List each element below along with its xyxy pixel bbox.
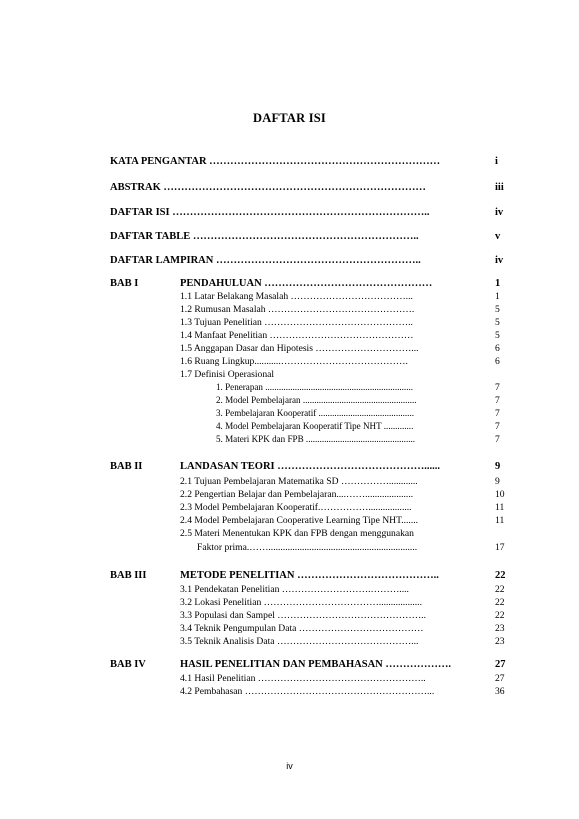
toc-subentry: 1.5 Anggapan Dasar dan Hipotesis …………………………...: [180, 343, 419, 354]
toc-page: 7: [495, 395, 500, 406]
toc-subsubentry: 5. Materi KPK dan FPB ................................................: [216, 434, 416, 444]
toc-subsubentry: 1. Penerapan .................................................................: [216, 382, 414, 392]
toc-subentry: 1.1 Latar Belakang Masalah ………………………………...: [180, 291, 413, 302]
toc-subentry: 2.3 Model Pembelajaran Kooperatif.……………..................: [180, 502, 412, 513]
toc-page: 22: [495, 597, 505, 608]
toc-subentry: 4.2 Pembahasan …………………………………………………...: [180, 686, 435, 697]
toc-subentry: 2.5 Materi Menentukan KPK dan FPB dengan menggunakan: [180, 528, 414, 539]
toc-page: 22: [495, 570, 506, 581]
toc-page: 36: [495, 686, 505, 697]
toc-subentry: 3.3 Populasi dan Sampel ………………………………………..: [180, 610, 426, 621]
toc-page: iv: [495, 207, 504, 218]
toc-page: 11: [495, 502, 505, 513]
toc-page: iv: [495, 255, 504, 266]
toc-page: 6: [495, 343, 500, 354]
toc-subentry: 1.7 Definisi Operasional: [180, 369, 275, 380]
toc-subentry: 3.4 Teknik Pengumpulan Data …………………………………: [180, 623, 424, 634]
toc-subsubentry: 4. Model Pembelajaran Kooperatif Tipe NHT .............: [216, 421, 414, 431]
toc-page: 22: [495, 584, 505, 595]
chapter-title-hasil-penelitian: HASIL PENELITIAN DAN PEMBAHASAN ……………….: [180, 659, 451, 670]
chapter-code-bab-3: BAB III: [110, 570, 147, 581]
toc-subentry: 3.1 Pendekatan Penelitian ……………………….………....: [180, 584, 409, 595]
page-number: iv: [286, 761, 293, 771]
toc-page: 7: [495, 382, 500, 393]
chapter-code-bab-4: BAB IV: [110, 659, 146, 670]
toc-subsubentry: 2. Model Pembelajaran ..................................................: [216, 395, 417, 405]
toc-page: iii: [495, 182, 504, 193]
toc-page: 27: [495, 659, 506, 670]
toc-page: 5: [495, 317, 500, 328]
toc-subentry: 4.1 Hasil Penelitian ……………………………………………..: [180, 673, 426, 684]
toc-entry-kata-pengantar: KATA PENGANTAR …………………………………………………………: [110, 156, 441, 167]
chapter-title-metode-penelitian: METODE PENELITIAN …………………………………..: [180, 570, 439, 581]
toc-page: 6: [495, 356, 500, 367]
toc-subsubentry: 3. Pembelajaran Kooperatif ..........................................: [216, 408, 415, 418]
toc-subentry: 1.4 Manfaat Penelitian ………………………………………: [180, 330, 414, 341]
toc-subentry: 1.3 Tujuan Penelitian ………………………………………..: [180, 317, 413, 328]
toc-page: 27: [495, 673, 505, 684]
toc-page: 11: [495, 515, 505, 526]
toc-page: 5: [495, 330, 500, 341]
toc-page: 9: [495, 476, 500, 487]
document-title: DAFTAR ISI: [253, 111, 326, 125]
toc-subentry: 1.6 Ruang Lingkup...........………………………………….: [180, 356, 408, 367]
chapter-code-bab-2: BAB II: [110, 461, 143, 472]
toc-subentry: 2.1 Tujuan Pembelajaran Matematika SD ……………............: [180, 476, 418, 487]
toc-page: 22: [495, 610, 505, 621]
toc-subentry: 2.2 Pengertian Belajar dan Pembelajaran....……....................: [180, 489, 414, 500]
toc-subentry-continuation: Faktor prima.……..............................................................: [197, 542, 418, 553]
chapter-code-bab-1: BAB I: [110, 278, 139, 289]
toc-subentry: 1.2 Rumusan Masalah ……………………………………….: [180, 304, 415, 315]
toc-page: 23: [495, 636, 505, 647]
toc-entry-daftar-lampiran: DAFTAR LAMPIRAN …………………………………………………..: [110, 255, 421, 266]
toc-page: 1: [495, 278, 501, 289]
toc-subentry: 3.2 Lokasi Penelitian ………………………………..................: [180, 597, 422, 608]
toc-page: i: [495, 156, 498, 167]
toc-page: 23: [495, 623, 505, 634]
toc-page: 7: [495, 408, 500, 419]
chapter-title-pendahuluan: PENDAHULUAN …………………………………………: [180, 278, 433, 289]
toc-page: v: [495, 231, 501, 242]
toc-subentry: 3.5 Teknik Analisis Data ……………………………………...: [180, 636, 419, 647]
toc-page: 10: [495, 489, 505, 500]
toc-entry-daftar-isi: DAFTAR ISI ………………………………………………………………..: [110, 207, 430, 218]
toc-page: 17: [495, 542, 505, 553]
toc-entry-daftar-table: DAFTAR TABLE ………………………………………………………..: [110, 231, 419, 242]
chapter-title-landasan-teori: LANDASAN TEORI ……………………………………......: [180, 461, 440, 472]
toc-page: 1: [495, 291, 500, 302]
toc-page: 5: [495, 304, 500, 315]
toc-page: 7: [495, 421, 500, 432]
toc-page: 7: [495, 434, 500, 445]
toc-entry-abstrak: ABSTRAK …………………………………………………………………: [110, 182, 426, 193]
toc-page: 9: [495, 461, 501, 472]
toc-subentry: 2.4 Model Pembelajaran Cooperative Learning Tipe NHT.......: [180, 515, 419, 526]
